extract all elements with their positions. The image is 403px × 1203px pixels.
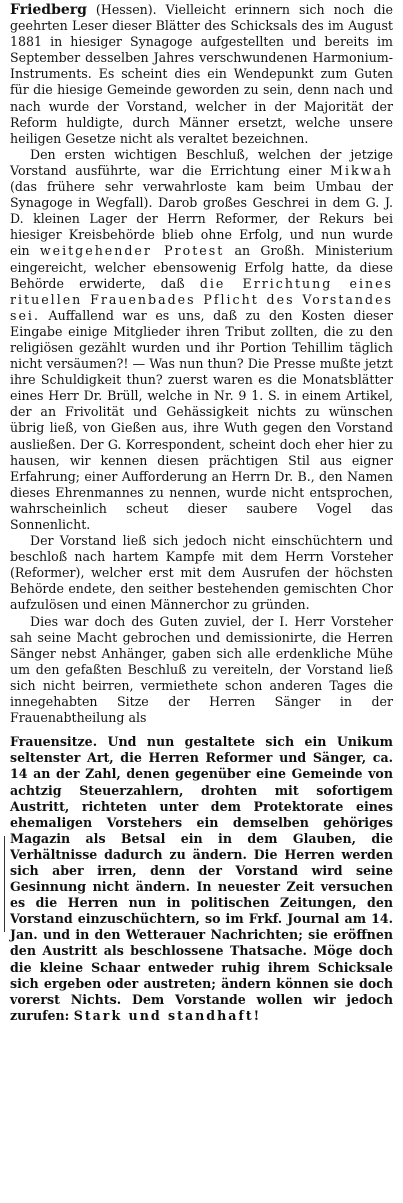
paragraph-intro bbox=[10, 2, 393, 147]
paragraph-choir: Der Vorstand ließ sich jedoch nicht einschüchtern und beschloß nach hartem Kampfe mit dem Herrn Vorsteher (Reformer), welcher erst mit dem Ausrufen der höchsten Behörde endete, den seither bestehenden gemischten Chor aufzulösen und einen Männerchor zu gründen. bbox=[10, 533, 393, 613]
text-run: Auffallend war es uns, daß zu den Kosten dieser Eingabe einige Mitglieder ihren Tribut zollten, die zu den religiösen gezählt wurden und ihr Portion Tehillim täglich nicht versäumen?! — Was nun thun? Die Presse mußte jetzt ihre Schuldigkeit thun? zuerst waren es die Monatsblätter eines Herr Dr. Brüll, welche in Nr. 9 1. S. in einem Artikel, der an Frivolität und Gehässigkeit nichts zu wünschen übrig ließ, von Gießen aus, ihre Wuth gegen den Vorstand ausließen. Der G. Korrespondent, scheint doch eher hier zu hausen, wir kennen diesen prächtigen Stil aus eigner Erfahrung; einer Aufforderung an Herrn Dr. B., den Namen dieses Ehrenmannes zu nennen, wurde nicht entsprochen, wahrscheinlich scheut dieser saubere Vogel das Sonnenlicht. bbox=[10, 307, 393, 532]
emphasis-duty: die Errichtung eines rituellen Frauenbades Pflicht des Vorstandes sei. bbox=[10, 275, 394, 323]
column-margin-mark bbox=[4, 836, 5, 932]
place-heading: Friedberg bbox=[10, 2, 87, 18]
text-run: an Großh. Ministerium eingereicht, welcher ebensowenig Erfolg hatte, da diese Behörde erwiderte, daß bbox=[10, 243, 393, 291]
text-run: (das frühere sehr verwahrloste kam beim Umbau der Synagoge in Wegfall). Darob großes Geschrei in dem G. J. D. kleinen Lager der Herrn Reformer, der Rekurs bei hiesiger Kreisbehörde blieb ohne Erfolg, und nun wurde ein bbox=[10, 179, 393, 259]
emphasis-mikwah: Mikwah bbox=[330, 162, 393, 178]
text-run: Den ersten wichtigen Beschluß, welchen der jetzige Vorstand ausführte, war die Errichtung einer bbox=[10, 146, 393, 178]
paragraph-singers: Dies war doch des Guten zuviel, der I. Herr Vorsteher sah seine Macht gebrochen und demissionirte, die Herren Sänger nebst Anhänger, gaben sich alle erdenkliche Mühe um den gefaßten Beschluß zu vereiteln, der Vorstand ließ sich nicht beirren, vermiethete schon anderen Tages die innegehabten Sitze der Herren Sänger in der Frauenabtheilung als bbox=[10, 613, 393, 726]
intro-text: (Hessen). Vielleicht erinnern sich noch die geehrten Leser dieser Blätter des Schicksals des im August 1881 in hiesiger Synagoge aufgestellten und bereits im September desselben Jahres verschwundenen Harmonium-Instruments. Es scheint dies ein Wendepunkt zum Guten für die hiesige Gemeinde geworden zu sein, denn nach und nach wurde der Vorstand, welcher in der Majorität der Reform huldigte, durch Männer ersetzt, welche unsere heiligen Gesetze nicht als veraltet bezeichnen. bbox=[10, 2, 393, 146]
text-run: Frauensitze. Und nun gestaltete sich ein Unikum seltenster Art, die Herren Reformer und Sänger, ca. 14 an der Zahl, denen gegenüber eine Gemeinde von achtzig Steuerzahlern, drohten mit sofortigem Austritt, richteten unter dem Protektorate eines ehemaligen Vorstehers ein demselben gehöriges Magazin als Betsal ein in dem Glauben, die Verhältnisse dadurch zu ändern. Die Herren werden sich aber irren, denn der Vorstand wird seine Gesinnung nicht ändern. In neuester Zeit versuchen es die Herren nun in politischen Zeitungen, den Vorstand einzuschüchtern, so im Frkf. Journal am 14. Jan. und in den Wetterauer Nachrichten; sie eröffnen den Austritt als beschlossene Thatsache. Möge doch die kleine Schaar entweder ruhig ihrem Schicksale sich ergeben oder austreten; ändern können sie doch vorerst Nichts. Dem Vorstande wollen wir jedoch zurufen: bbox=[10, 734, 393, 1023]
closing-motto: Stark und standhaft! bbox=[73, 1007, 262, 1023]
emphasis-protest: weitgehender Protest bbox=[39, 243, 225, 259]
paragraph-conclusion bbox=[10, 734, 393, 1024]
paragraph-mikwah bbox=[10, 147, 393, 533]
column-break bbox=[10, 726, 393, 734]
